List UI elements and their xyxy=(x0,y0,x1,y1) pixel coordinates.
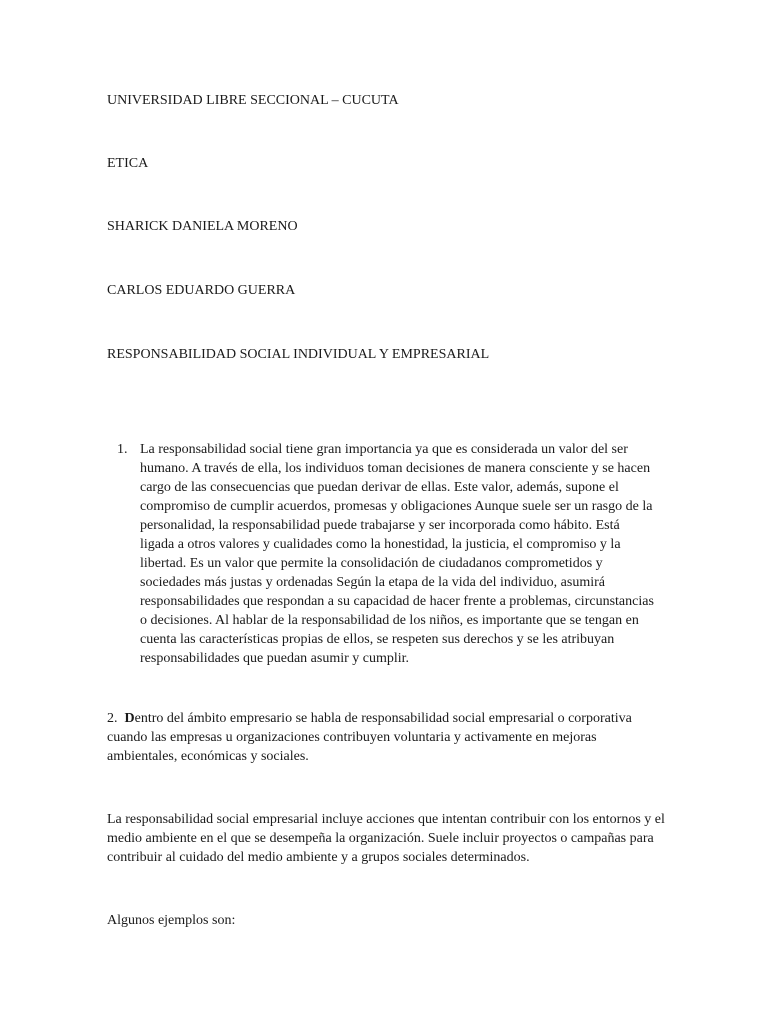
list-item-1 xyxy=(117,440,657,668)
paragraph-3: La responsabilidad social empresarial incluye acciones que intentan contribuir con los entornos y el medio ambiente en el que se desempeña la organización. Suele incluir proyectos o campañas para contribuir al cuidado del medio ambiente y a grupos sociales determinados. xyxy=(107,812,665,865)
university-heading: UNIVERSIDAD LIBRE SECCIONAL – CUCUTA xyxy=(107,93,399,108)
author-1-heading: SHARICK DANIELA MORENO xyxy=(107,219,298,234)
list-item-2-initial: D xyxy=(124,711,135,726)
list-item-2-number: 2. xyxy=(107,711,118,726)
paragraph-4: Algunos ejemplos son: xyxy=(107,913,236,928)
list-item-1-number: 1. xyxy=(117,442,128,457)
list-item-1-text: La responsabilidad social tiene gran importancia ya que es considerada un valor del ser humano. A través de ella, los individuos toman decisiones de manera consciente y se hacen cargo de las consecuencias que puedan derivar de ellas. Este valor, además, supone el compromiso de cumplir acuerdos, promesas y obligaciones Aunque suele ser un rasgo de la personalidad, la responsabilidad puede trabajarse y ser incorporada como hábito. Está ligada a otros valores y cualidades como la honestidad, la justicia, el compromiso y la libertad. Es un valor que permite la consolidación de ciudadanos comprometidos y sociedades más justas y ordenadas Según la etapa de la vida del individuo, asumirá responsabilidades que respondan a su capacidad de hacer frente a problemas, circunstancias o decisiones. Al hablar de la responsabilidad de los niños, es importante que se tengan en cuenta las características propias de ellos, se respeten sus derechos y se les atribuyan responsabilidades que puedan asumir y cumplir. xyxy=(140,442,654,666)
document-title: RESPONSABILIDAD SOCIAL INDIVIDUAL Y EMPRESARIAL xyxy=(107,347,490,362)
list-item-2 xyxy=(107,709,667,766)
subject-heading: ETICA xyxy=(107,156,149,171)
list-item-2-text: entro del ámbito empresario se habla de responsabilidad social empresarial o corporativa cuando las empresas u organizaciones contribuyen voluntaria y activamente en mejoras ambientales, económicas y sociales. xyxy=(107,711,632,764)
author-2-heading: CARLOS EDUARDO GUERRA xyxy=(107,283,296,298)
